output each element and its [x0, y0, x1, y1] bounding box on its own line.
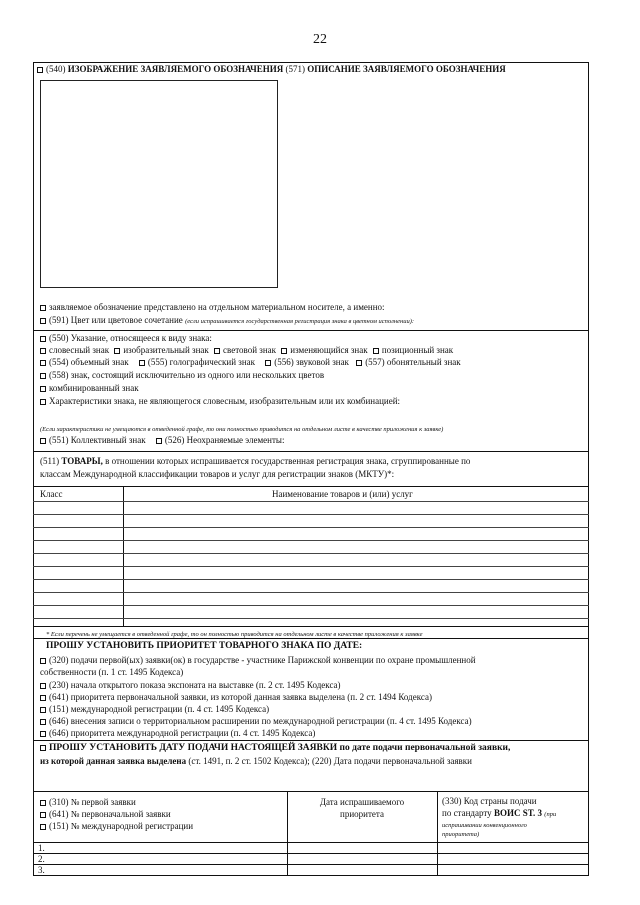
filing-date-option[interactable]: ПРОШУ УСТАНОВИТЬ ДАТУ ПОДАЧИ НАСТОЯЩЕЙ ЗАЯВКИ по дате подачи первоначальной заявки, — [40, 743, 510, 754]
checkbox-icon[interactable] — [40, 800, 46, 806]
column-class-header: Класс — [40, 489, 63, 499]
option-position-mark[interactable]: позиционный знак — [381, 345, 454, 355]
divider — [33, 842, 589, 843]
option-olfactory-mark[interactable]: (557) обонятельный знак — [365, 357, 461, 367]
material-carrier-option[interactable]: заявляемое обозначение представлено на отдельном материальном носителе, а именно: — [40, 302, 385, 313]
option-word-mark[interactable]: словесный знак — [49, 345, 110, 355]
filing-date-line2: из которой данная заявка выделена (ст. 1491, п. 2 ст. 1502 Кодекса); (220) Дата подачи первоначальной заявки — [40, 756, 472, 766]
table-row[interactable] — [33, 553, 589, 554]
checkbox-icon[interactable] — [40, 719, 46, 725]
table-row[interactable] — [33, 514, 589, 515]
checkbox-icon[interactable] — [40, 695, 46, 701]
country-code-header-4: приоритета) — [442, 831, 480, 838]
collective-unprotected-line — [40, 435, 284, 446]
divider — [33, 486, 589, 487]
option-characteristics[interactable]: Характеристики знака, не являющегося словесным, изобразительным или их комбинацией: — [40, 396, 400, 407]
table-row[interactable] — [33, 540, 589, 541]
checkbox-icon[interactable] — [156, 438, 162, 444]
checkbox-icon[interactable] — [40, 373, 46, 379]
checkbox-540[interactable] — [37, 67, 43, 73]
divider — [33, 740, 589, 741]
row-label-1: 1. — [38, 843, 45, 853]
option-color-mark[interactable]: (558) знак, состоящий исключительно из одного или нескольких цветов — [40, 370, 324, 381]
checkbox-icon[interactable] — [40, 658, 46, 664]
checkbox-icon[interactable] — [40, 318, 46, 324]
checkbox-icon[interactable] — [40, 731, 46, 737]
priority-320-cont: собственности (п. 1 ст. 1495 Кодекса) — [40, 667, 184, 677]
option-combined-mark[interactable]: комбинированный знак — [40, 383, 139, 394]
option-641[interactable]: (641) № первоначальной заявки — [40, 809, 171, 820]
priority-151[interactable]: (151) международной регистрации (п. 4 ст. 1495 Кодекса) — [40, 704, 269, 715]
checkbox-icon[interactable] — [40, 360, 46, 366]
option-hologram-mark[interactable]: (555) голографический знак — [147, 357, 256, 367]
checkbox-icon[interactable] — [40, 399, 46, 405]
option-figurative-mark[interactable]: изобразительный знак — [123, 345, 209, 355]
section-540-header: (540) ИЗОБРАЖЕНИЕ ЗАЯВЛЯЕМОГО ОБОЗНАЧЕНИЯ (571) ОПИСАНИЕ ЗАЯВЛЯЕМОГО ОБОЗНАЧЕНИЯ — [37, 64, 506, 75]
row-label-2: 2. — [38, 854, 45, 864]
priority-646-international[interactable]: (646) приоритета международной регистрации (п. 4 ст. 1495 Кодекса) — [40, 728, 315, 739]
option-151[interactable]: (151) № международной регистрации — [40, 821, 193, 832]
section-550-title[interactable]: (550) Указание, относящееся к виду знака: — [40, 333, 212, 344]
option-collective-mark[interactable]: (551) Коллективный знак — [49, 435, 146, 445]
table-row[interactable] — [33, 579, 589, 580]
divider — [33, 791, 589, 792]
checkbox-icon[interactable] — [40, 745, 46, 751]
checkbox-icon[interactable] — [265, 360, 271, 366]
table-row[interactable] — [33, 592, 589, 593]
option-310[interactable]: (310) № первой заявки — [40, 797, 136, 808]
priority-320[interactable]: (320) подачи первой(ых) заявки(ок) в государстве - участнике Парижской конвенции по охране промышленной — [40, 655, 476, 666]
option-sound-mark[interactable]: (556) звуковой знак — [274, 357, 349, 367]
country-code-header-2: по стандарту ВОИС ST. 3 (при — [442, 808, 557, 818]
characteristics-note: (Если характеристики не умещаются в отведенной графе, то они полностью приводится на отдельном листе в качестве приложения к заявке) — [40, 426, 444, 433]
divider — [33, 638, 589, 639]
section-511-line2: классам Международной классификации товаров и услуг для регистрации знаков (МКТУ)*: — [40, 469, 395, 479]
checkbox-icon[interactable] — [40, 336, 46, 342]
checkbox-icon[interactable] — [40, 824, 46, 830]
mark-type-line1 — [40, 345, 453, 356]
color-591-option[interactable]: (591) Цвет или цветовое сочетание (если испрашивается государственная регистрация знака в цветном исполнении): — [40, 315, 414, 327]
priority-date-header-2: приоритета — [340, 809, 384, 819]
checkbox-icon[interactable] — [114, 348, 120, 354]
mark-image-box[interactable] — [40, 80, 278, 288]
table-row[interactable] — [33, 605, 589, 606]
divider — [33, 330, 589, 331]
mark-type-line2 — [40, 357, 461, 368]
checkbox-icon[interactable] — [40, 707, 46, 713]
option-light-mark[interactable]: световой знак — [223, 345, 277, 355]
checkbox-icon[interactable] — [214, 348, 220, 354]
column-goods-header: Наименование товаров и (или) услуг — [272, 489, 413, 499]
country-code-header-3: испрашивании конвенционного — [442, 822, 527, 829]
priority-date-header-1: Дата испрашиваемого — [319, 797, 405, 807]
checkbox-icon[interactable] — [40, 438, 46, 444]
checkbox-icon[interactable] — [40, 812, 46, 818]
divider — [33, 626, 589, 627]
option-unprotected-elements[interactable]: (526) Неохраняемые элементы: — [164, 435, 285, 445]
checkbox-icon[interactable] — [373, 348, 379, 354]
row-label-3: 3. — [38, 865, 45, 875]
page-number: 22 — [313, 32, 327, 47]
divider — [33, 451, 589, 452]
section-511-line1: (511) ТОВАРЫ, в отношении которых испрашивается государственная регистрация знака, сгруппированные по — [40, 456, 471, 466]
checkbox-icon[interactable] — [40, 348, 46, 354]
priority-646-extension[interactable]: (646) внесения записи о территориальном расширении по международной регистрации (п. 4 ст. 1495 Кодекса) — [40, 716, 472, 727]
checkbox-icon[interactable] — [40, 386, 46, 392]
divider — [33, 853, 589, 854]
option-3d-mark[interactable]: (554) объемный знак — [49, 357, 129, 367]
country-code-header-1: (330) Код страны подачи — [442, 796, 537, 806]
priority-230[interactable]: (230) начала открытого показа экспоната на выставке (п. 2 ст. 1495 Кодекса) — [40, 680, 341, 691]
option-changing-mark[interactable]: изменяющийся знак — [290, 345, 368, 355]
divider — [33, 864, 589, 865]
priority-641[interactable]: (641) приоритета первоначальной заявки, из которой данная заявка выделена (п. 2 ст. 1494 Кодекса) — [40, 692, 432, 703]
goods-footnote: * Если перечень не умещается в отведенной графе, то он полностью приводится на отдельном листе в качестве приложения к заявке — [46, 631, 423, 638]
table-row[interactable] — [33, 501, 589, 502]
table-row[interactable] — [33, 618, 589, 619]
checkbox-icon[interactable] — [139, 360, 145, 366]
checkbox-icon[interactable] — [40, 683, 46, 689]
checkbox-icon[interactable] — [281, 348, 287, 354]
table-row[interactable] — [33, 566, 589, 567]
priority-title: ПРОШУ УСТАНОВИТЬ ПРИОРИТЕТ ТОВАРНОГО ЗНАКА ПО ДАТЕ: — [46, 641, 363, 651]
checkbox-icon[interactable] — [356, 360, 362, 366]
checkbox-icon[interactable] — [40, 305, 46, 311]
table-row[interactable] — [33, 527, 589, 528]
